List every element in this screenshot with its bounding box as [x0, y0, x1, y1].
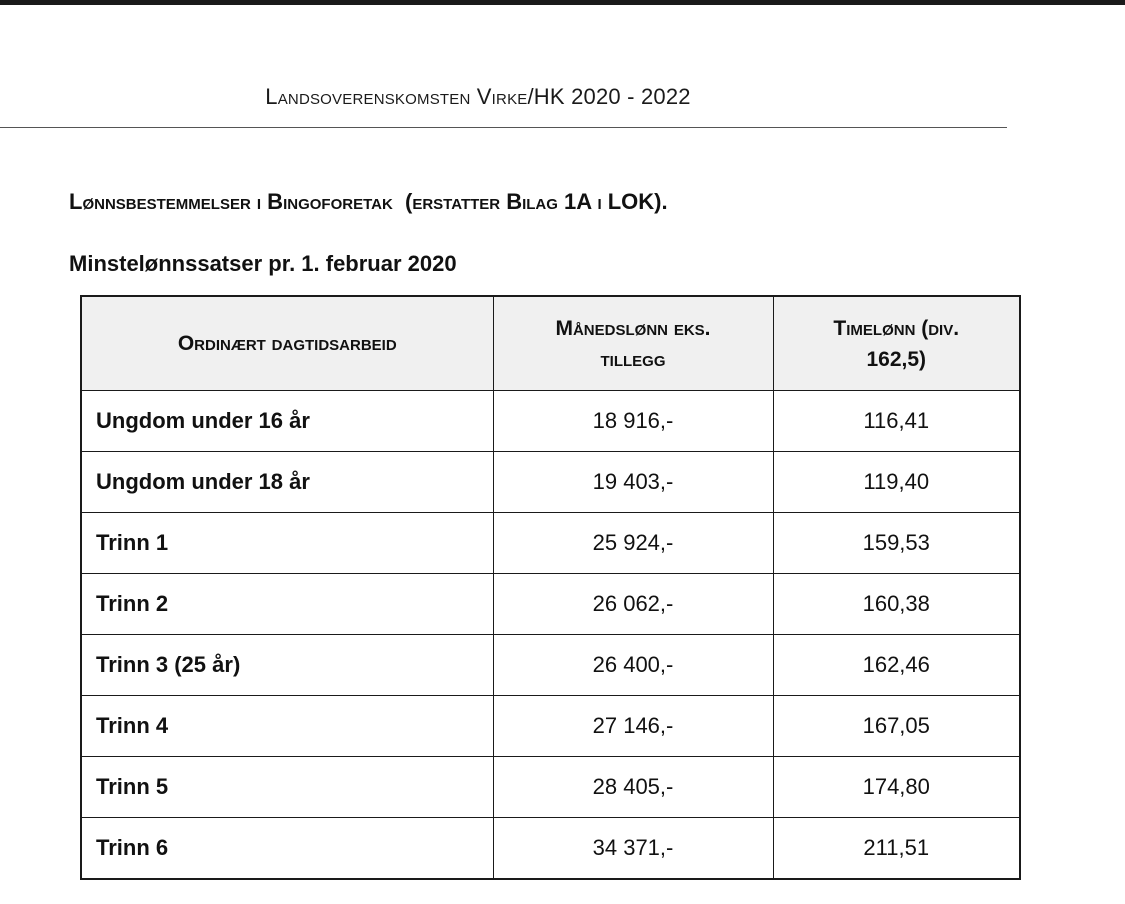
- row-label: Trinn 1: [81, 513, 493, 574]
- hourly-wage-value: 160,38: [773, 574, 1020, 635]
- table-row: [81, 452, 1020, 513]
- row-label: Trinn 3 (25 år): [81, 635, 493, 696]
- minimum-wage-table: [80, 295, 1021, 880]
- hourly-wage-value: 211,51: [773, 818, 1020, 880]
- top-edge-bar: [0, 0, 1125, 5]
- table-row: [81, 513, 1020, 574]
- monthly-wage-value: 26 400,-: [493, 635, 773, 696]
- header-col2-line2: tillegg: [600, 347, 666, 371]
- row-label: Trinn 6: [81, 818, 493, 880]
- header-divider: [0, 127, 1007, 128]
- table-row: [81, 696, 1020, 757]
- running-header: Landsoverenskomsten Virke/HK 2020 - 2022: [265, 84, 691, 109]
- header-monthly-wage: [493, 296, 773, 391]
- header-col3-line1: Timelønn (div.: [833, 316, 960, 340]
- hourly-wage-value: 174,80: [773, 757, 1020, 818]
- table-row: [81, 818, 1020, 880]
- monthly-wage-value: 27 146,-: [493, 696, 773, 757]
- table-caption: Minstelønnssatser pr. 1. februar 2020: [69, 251, 457, 276]
- hourly-wage-value: 162,46: [773, 635, 1020, 696]
- table-row: [81, 757, 1020, 818]
- hourly-wage-value: 119,40: [773, 452, 1020, 513]
- hourly-wage-value: 159,53: [773, 513, 1020, 574]
- row-label: Ungdom under 16 år: [81, 391, 493, 452]
- monthly-wage-value: 25 924,-: [493, 513, 773, 574]
- row-label: Trinn 4: [81, 696, 493, 757]
- row-label: Trinn 5: [81, 757, 493, 818]
- row-label: Ungdom under 18 år: [81, 452, 493, 513]
- table-header-row: [81, 296, 1020, 391]
- table-row: [81, 635, 1020, 696]
- table-row: [81, 391, 1020, 452]
- monthly-wage-value: 18 916,-: [493, 391, 773, 452]
- section-heading: Lønnsbestemmelser i Bingoforetak (erstatter Bilag 1A i LOK).: [69, 189, 668, 214]
- header-hourly-wage: [773, 296, 1020, 391]
- table-row: [81, 574, 1020, 635]
- monthly-wage-value: 19 403,-: [493, 452, 773, 513]
- monthly-wage-value: 28 405,-: [493, 757, 773, 818]
- header-col3-line2: 162,5): [866, 347, 927, 371]
- monthly-wage-value: 34 371,-: [493, 818, 773, 880]
- monthly-wage-value: 26 062,-: [493, 574, 773, 635]
- header-col2-line1: Månedslønn eks.: [555, 316, 711, 340]
- header-col1-text: Ordinært dagtidsarbeid: [177, 332, 397, 355]
- row-label: Trinn 2: [81, 574, 493, 635]
- hourly-wage-value: 167,05: [773, 696, 1020, 757]
- hourly-wage-value: 116,41: [773, 391, 1020, 452]
- header-ordinary-daytime-work: [81, 296, 493, 391]
